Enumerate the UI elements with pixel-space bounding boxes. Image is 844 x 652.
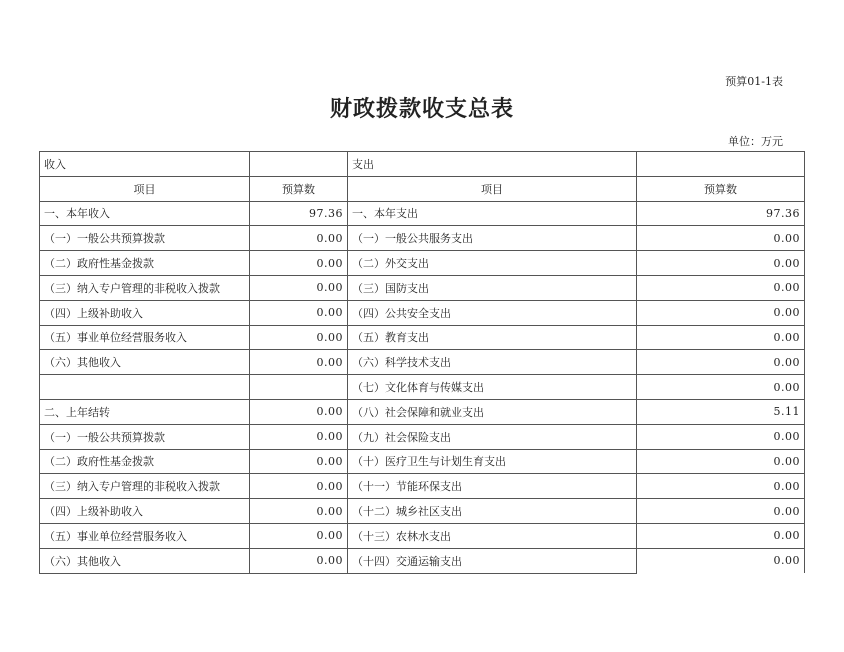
expense-item: （八）社会保障和就业支出 bbox=[348, 399, 637, 424]
expense-section-header: 支出 bbox=[348, 152, 637, 177]
income-item: 一、本年收入 bbox=[40, 201, 250, 226]
expense-item: （十二）城乡社区支出 bbox=[348, 499, 637, 524]
expense-item: （十三）农林水支出 bbox=[348, 523, 637, 548]
section-header-row bbox=[40, 152, 805, 177]
expense-item: （一）一般公共服务支出 bbox=[348, 226, 637, 251]
table-row bbox=[40, 375, 805, 400]
income-value: 0.00 bbox=[250, 251, 348, 276]
table-row bbox=[40, 350, 805, 375]
income-item: （三）纳入专户管理的非税收入拨款 bbox=[40, 474, 250, 499]
income-value: 0.00 bbox=[250, 226, 348, 251]
table-row bbox=[40, 523, 805, 548]
table-row bbox=[40, 300, 805, 325]
income-value bbox=[250, 375, 348, 400]
income-value: 0.00 bbox=[250, 350, 348, 375]
income-section-header: 收入 bbox=[40, 152, 250, 177]
income-value: 0.00 bbox=[250, 275, 348, 300]
income-value: 0.00 bbox=[250, 449, 348, 474]
column-header-row bbox=[40, 176, 805, 201]
income-budget-header: 预算数 bbox=[250, 176, 348, 201]
income-value: 0.00 bbox=[250, 523, 348, 548]
expense-value: 5.11 bbox=[637, 399, 805, 424]
table-row bbox=[40, 325, 805, 350]
income-value: 97.36 bbox=[250, 201, 348, 226]
expense-section-blank bbox=[637, 152, 805, 177]
expense-item: （六）科学技术支出 bbox=[348, 350, 637, 375]
table-row bbox=[40, 201, 805, 226]
expense-budget-header: 预算数 bbox=[637, 176, 805, 201]
expense-item: （四）公共安全支出 bbox=[348, 300, 637, 325]
table-code: 预算01-1表 bbox=[725, 75, 783, 88]
expense-item: （七）文化体育与传媒支出 bbox=[348, 375, 637, 400]
expense-value: 0.00 bbox=[637, 300, 805, 325]
income-section-blank bbox=[250, 152, 348, 177]
income-item: （六）其他收入 bbox=[40, 350, 250, 375]
expense-item: （五）教育支出 bbox=[348, 325, 637, 350]
table-row bbox=[40, 499, 805, 524]
income-item: （六）其他收入 bbox=[40, 548, 250, 573]
expense-item: （十四）交通运输支出 bbox=[348, 548, 637, 573]
income-value: 0.00 bbox=[250, 399, 348, 424]
income-item: （五）事业单位经营服务收入 bbox=[40, 523, 250, 548]
expense-value: 0.00 bbox=[637, 275, 805, 300]
expense-value: 0.00 bbox=[637, 424, 805, 449]
income-item: （三）纳入专户管理的非税收入拨款 bbox=[40, 275, 250, 300]
expense-item-header: 项目 bbox=[348, 176, 637, 201]
table-row bbox=[40, 474, 805, 499]
expense-value: 0.00 bbox=[637, 499, 805, 524]
income-value: 0.00 bbox=[250, 474, 348, 499]
income-item: （二）政府性基金拨款 bbox=[40, 449, 250, 474]
income-value: 0.00 bbox=[250, 548, 348, 573]
income-item: （五）事业单位经营服务收入 bbox=[40, 325, 250, 350]
expense-value: 0.00 bbox=[637, 375, 805, 400]
table-row bbox=[40, 424, 805, 449]
income-item: （一）一般公共预算拨款 bbox=[40, 226, 250, 251]
income-value: 0.00 bbox=[250, 300, 348, 325]
income-item: （四）上级补助收入 bbox=[40, 300, 250, 325]
expense-item: 一、本年支出 bbox=[348, 201, 637, 226]
expense-value: 0.00 bbox=[637, 350, 805, 375]
expense-item: （十一）节能环保支出 bbox=[348, 474, 637, 499]
income-item: （四）上级补助收入 bbox=[40, 499, 250, 524]
income-item bbox=[40, 375, 250, 400]
table-row bbox=[40, 548, 805, 573]
expense-value: 0.00 bbox=[637, 226, 805, 251]
income-item-header: 项目 bbox=[40, 176, 250, 201]
unit-label: 单位：万元 bbox=[728, 135, 783, 148]
income-value: 0.00 bbox=[250, 424, 348, 449]
expense-value: 0.00 bbox=[637, 325, 805, 350]
expense-value: 97.36 bbox=[637, 201, 805, 226]
expense-item: （二）外交支出 bbox=[348, 251, 637, 276]
page-title: 财政拨款收支总表 bbox=[329, 96, 514, 122]
income-item: （二）政府性基金拨款 bbox=[40, 251, 250, 276]
expense-item: （九）社会保险支出 bbox=[348, 424, 637, 449]
expense-value: 0.00 bbox=[637, 548, 805, 573]
expense-value: 0.00 bbox=[637, 474, 805, 499]
table-row bbox=[40, 226, 805, 251]
expense-value: 0.00 bbox=[637, 449, 805, 474]
budget-table bbox=[39, 151, 805, 574]
table-row bbox=[40, 399, 805, 424]
income-item: 二、上年结转 bbox=[40, 399, 250, 424]
table-row bbox=[40, 251, 805, 276]
expense-value: 0.00 bbox=[637, 251, 805, 276]
income-value: 0.00 bbox=[250, 499, 348, 524]
income-value: 0.00 bbox=[250, 325, 348, 350]
expense-item: （三）国防支出 bbox=[348, 275, 637, 300]
expense-item: （十）医疗卫生与计划生育支出 bbox=[348, 449, 637, 474]
income-item: （一）一般公共预算拨款 bbox=[40, 424, 250, 449]
table-row bbox=[40, 275, 805, 300]
expense-value: 0.00 bbox=[637, 523, 805, 548]
table-row bbox=[40, 449, 805, 474]
